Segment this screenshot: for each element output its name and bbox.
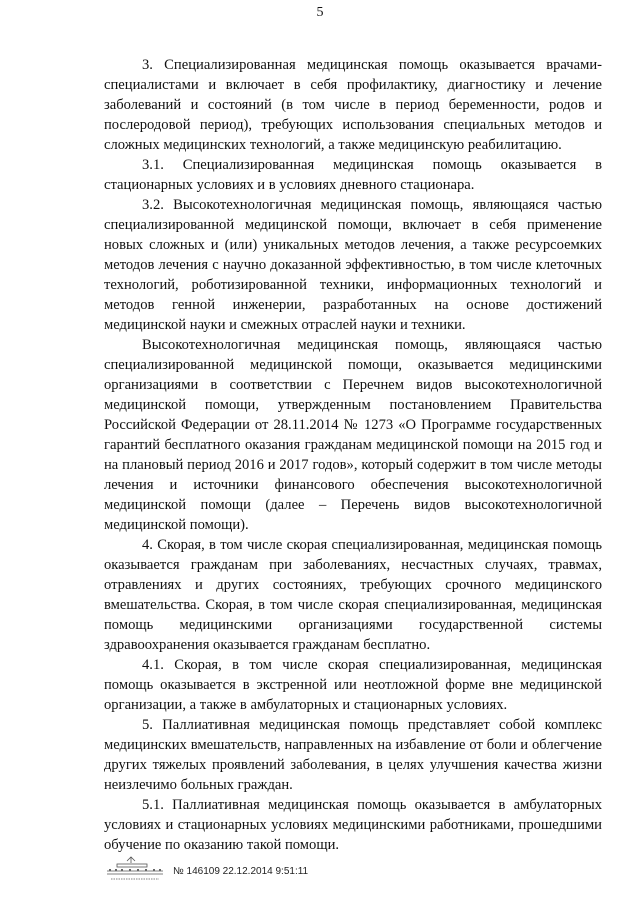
paragraph-3-1: 3.1. Специализированная медицинская помощь оказывается в стационарных условиях и в условиях дневного стационара. bbox=[104, 157, 602, 193]
document-footer bbox=[103, 855, 363, 889]
paragraph-4: 4. Скорая, в том числе скорая специализированная, медицинская помощь оказывается гражданам при заболеваниях, несчастных случаях, травмах, отравлениях и других состояниях, требующих срочного медицинского вмешательства. Скорая, в том числе скорая специализированная, медицинская помощь медицинскими организациями государственной системы здравоохранения оказывается гражданам бесплатно. bbox=[104, 537, 602, 653]
paragraph-5-1: 5.1. Паллиативная медицинская помощь оказывается в амбулаторных условиях и стационарных условиях медицинскими работниками, прошедшими обучение по оказанию такой помощи. bbox=[104, 797, 602, 853]
page-number: 5 bbox=[316, 5, 324, 20]
paragraph-3-2-continued: Высокотехнологичная медицинская помощь, являющаяся частью специализированной медицинской помощи, оказывается медицинскими организациями в соответствии с Перечнем видов высокотехнологичной медицинской помощи, утвержденным постановлением Правительства Российской Федерации от 28.11.2014 № 1273 «О Программе государственных гарантий бесплатного оказания гражданам медицинской помощи на 2015 год и на плановый период 2016 и 2017 годов», который содержит в том числе методы лечения и источники финансового обеспечения высокотехнологичной медицинской помощи (далее – Перечень видов высокотехнологичной медицинской помощи). bbox=[104, 337, 602, 533]
paragraph-3-2: 3.2. Высокотехнологичная медицинская помощь, являющаяся частью специализированной медицинской помощи, включает в себя применение новых сложных и (или) уникальных методов лечения, а также ресурсоемких методов лечения с научно доказанной эффективностью, в том числе клеточных технологий, роботизированной техники, информационных технологий и методов генной инженерии, разработанных на основе достижений медицинской науки и смежных отраслей науки и техники. bbox=[104, 197, 602, 333]
registry-stamp-icon bbox=[103, 855, 167, 887]
paragraph-4-1: 4.1. Скорая, в том числе скорая специализированная, медицинская помощь оказывается в экстренной или неотложной форме вне медицинской организации, а также в амбулаторных и стационарных условиях. bbox=[104, 657, 602, 713]
document-reference: № 146109 22.12.2014 9:51:11 bbox=[173, 866, 309, 877]
document-body bbox=[104, 55, 602, 855]
paragraph-5: 5. Паллиативная медицинская помощь представляет собой комплекс медицинских вмешательств, направленных на избавление от боли и облегчение других тяжелых проявлений заболевания, в целях улучшения качества жизни неизлечимо больных граждан. bbox=[104, 717, 602, 793]
paragraph-3: 3. Специализированная медицинская помощь оказывается врачами-специалистами и включает в себя профилактику, диагностику и лечение заболеваний и состояний (в том числе в период беременности, родов и послеродовой период), требующих использования специальных методов и сложных медицинских технологий, а также медицинскую реабилитацию. bbox=[104, 57, 602, 153]
